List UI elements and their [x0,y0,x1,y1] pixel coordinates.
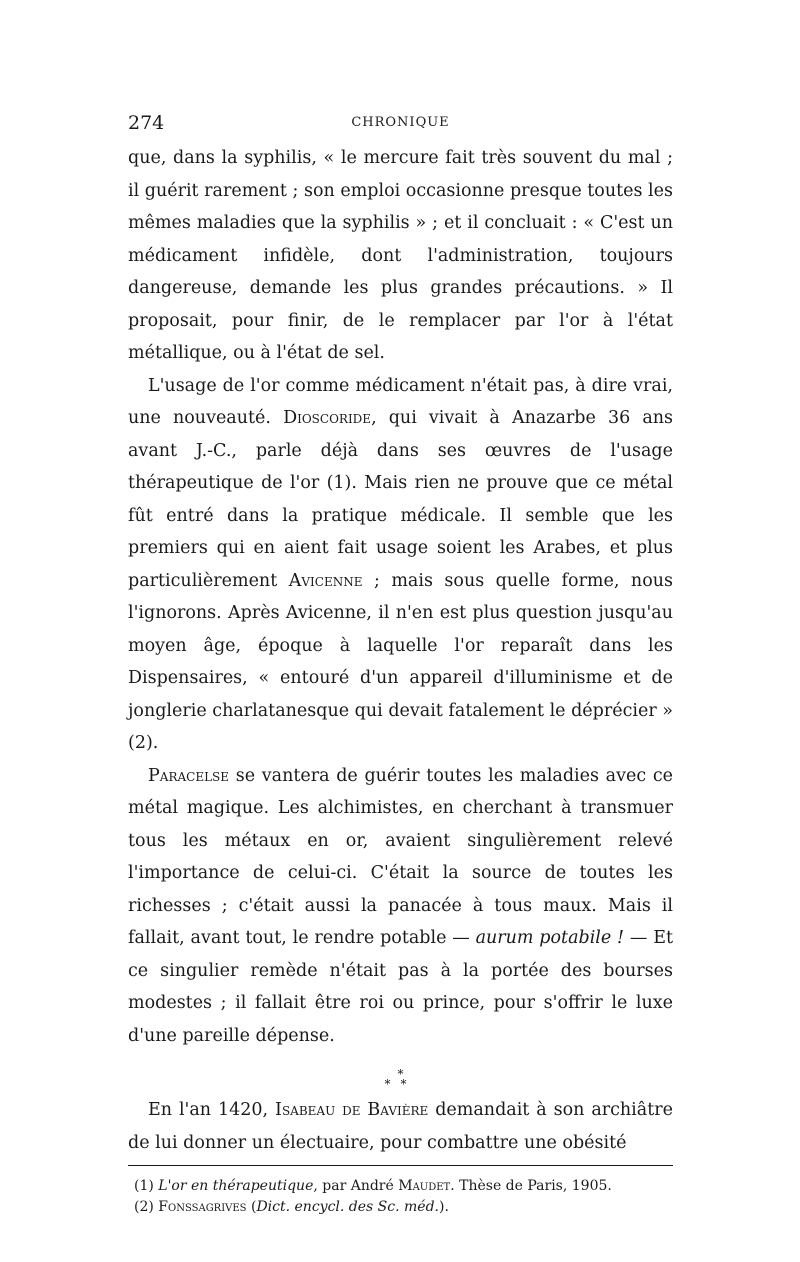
fn1-author: Maudet [398,1178,451,1194]
paragraph-3 [128,760,673,1053]
author-avicenne: Avicenne [288,570,363,591]
paragraph-2 [128,370,673,760]
page [128,112,673,1218]
paragraph-4 [128,1094,673,1159]
p2-text-1: L'usage de l'or comme médicament n'était pas, à dire vrai, une nouveauté. [128,375,673,428]
page-header [128,112,673,142]
fn1-text-2: . Thèse de Paris, 1905. [450,1178,612,1194]
name-isabeau-de-baviere: Isabeau de Bavière [275,1100,429,1120]
p2-text-3: ; mais sous quelle forme, nous l'ignorons. Après Avicenne, il n'en est plus question jusqu'au moyen âge, époque à laquelle l'or reparaît dans les Dispensaires, « entouré d'un appareil d'illuminisme et de jonglerie charlatanesque qui devait fatalement le déprécier » (2). [128,570,673,753]
running-title: CHRONIQUE [351,115,450,130]
footnote-2 [128,1197,673,1218]
fn2-marker: (2) [134,1199,159,1215]
p3-text-2: — Et ce singulier remède n'était pas à la portée des bourses modestes ; il fallait être roi ou prince, pour s'offrir le luxe d'une pareille dépense. [128,928,674,1046]
fn2-text-2: ). [438,1199,449,1215]
year-1420: 1420 [218,1100,263,1120]
author-paracelse: Paracelse [148,765,230,786]
paragraph-1 [128,142,673,370]
aurum-potabile: aurum potabile ! [475,928,625,948]
p2-text-2: , qui vivait à Anazarbe 36 ans avant J.-C., parle déjà dans ses œuvres de l'usage thérapeutique de l'or (1). Mais rien ne prouve que ce métal fût entré dans la pratique médicale. Il semble que les premiers qui en aient fait usage soient les Arabes, et plus particulièrement [128,408,674,591]
p4-text-2: , [262,1100,276,1120]
p4-text-1: En l'an [148,1100,218,1120]
page-body [128,142,673,1159]
p1-text: que, dans la syphilis, « le mercure fait très souvent du mal ; il guérit rarement ; son emploi occasionne presque toutes les mêmes maladies que la syphilis » ; et il concluait : « C'est un médicament infidèle, dont l'administration, toujours dangereuse, demande les plus grandes précautions. » Il proposait, pour finir, de le remplacer par l'or à l'état métallique, ou à l'état de sel. [128,148,673,363]
section-separator [128,1052,673,1094]
fn2-title: Dict. encycl. des Sc. méd. [256,1199,439,1215]
footnotes [128,1176,673,1218]
fn1-marker: (1) [134,1178,159,1194]
p3-text-1: se vantera de guérir toutes les maladies avec ce métal magique. Les alchimistes, en cherchant à transmuer tous les métaux en or, avaient singulièrement relevé l'importance de celui-ci. C'était la source de toutes les richesses ; c'était aussi la panacée à tous maux. Mais il fallait, avant tout, le rendre potable — [128,765,673,948]
page-number: 274 [128,112,165,134]
separator-top-star: * [397,1067,404,1081]
fn2-text-1: ( [246,1199,257,1215]
footnote-1 [128,1176,673,1197]
separator-bottom-stars: ** [384,1077,417,1091]
footnote-rule [128,1165,673,1166]
fn1-title: L'or en thérapeutique [158,1178,314,1194]
author-dioscoride: Dioscoride [283,408,372,428]
fn1-text-1: , par André [313,1178,399,1194]
p4-text-3: demandait à son archiâtre de lui donner un électuaire, pour combattre une obésité [128,1100,673,1153]
fn2-author: Fonssagrives [158,1199,247,1215]
